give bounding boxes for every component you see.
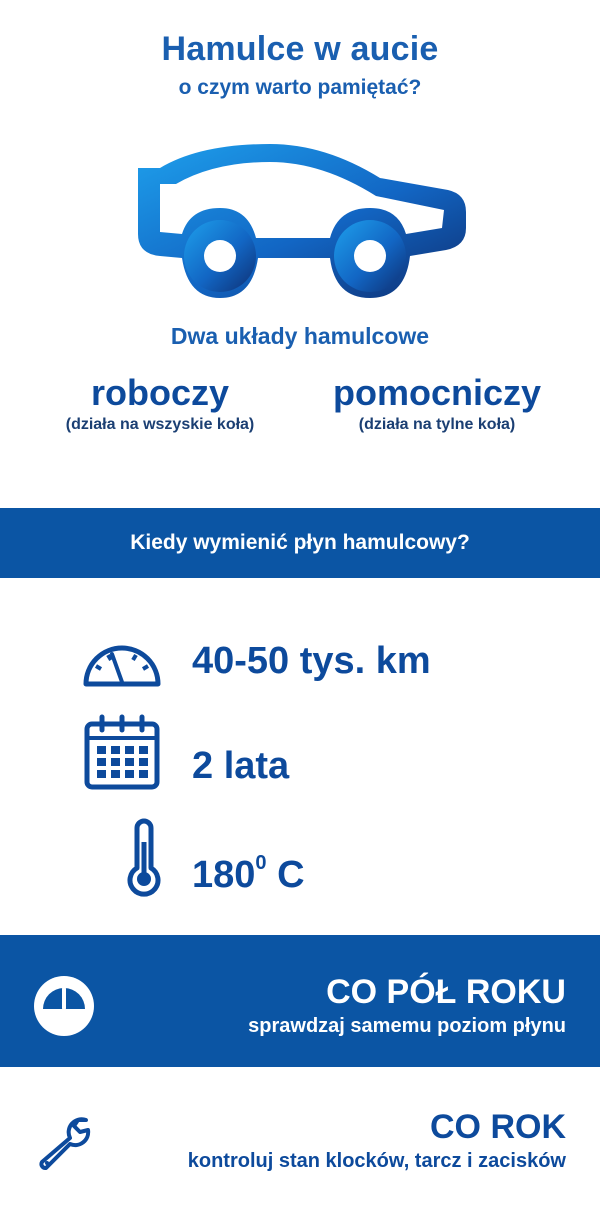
temperature-unit: C: [266, 854, 305, 896]
car-icon: [130, 138, 470, 298]
yearly-text: kontroluj stan klocków, tarcz i zacisków: [187, 1150, 566, 1172]
half-year-band: [0, 935, 600, 1067]
thermometer-icon: [126, 818, 162, 898]
calendar-icon: [84, 714, 160, 790]
page-subtitle: o czym warto pamiętać?: [178, 76, 422, 99]
temperature-degree: 0: [255, 852, 267, 874]
gauge-icon: [33, 975, 95, 1037]
system-description: (działa na wszyskie koła): [65, 416, 255, 433]
half-year-text: sprawdzaj samemu poziom płynu: [248, 1015, 566, 1037]
systems-title: Dwa układy hamulcowe: [170, 323, 430, 349]
fluid-banner: [0, 508, 600, 578]
system-pomocniczy: [318, 372, 556, 434]
speedometer-icon: [82, 640, 162, 688]
system-name: roboczy: [90, 372, 230, 413]
temperature-number: 180: [192, 854, 256, 896]
distance-value: 40-50 tys. km: [192, 640, 431, 682]
half-year-heading: CO PÓŁ ROKU: [326, 973, 566, 1011]
page-title: Hamulce w aucie: [161, 30, 439, 68]
time-value: 2 lata: [192, 745, 290, 787]
system-roboczy: [40, 372, 280, 434]
system-description: (działa na tylne koła): [358, 416, 516, 433]
temperature-value: [192, 852, 305, 897]
system-name: pomocniczy: [332, 372, 542, 413]
fluid-banner-text: Kiedy wymienić płyn hamulcowy?: [130, 531, 470, 554]
yearly-heading: CO ROK: [430, 1108, 566, 1146]
wrench-icon: [34, 1112, 94, 1172]
